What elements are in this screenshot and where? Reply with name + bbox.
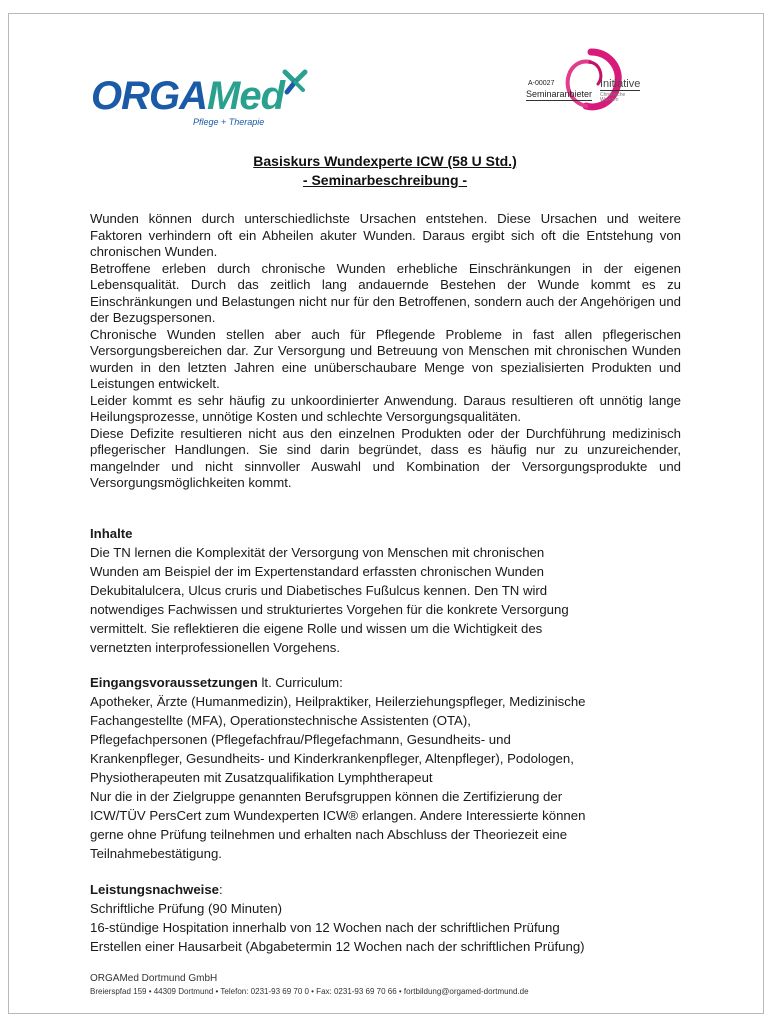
section-line: Physiotherapeuten mit Zusatzqualifikation Lymphtherapeut bbox=[90, 770, 433, 785]
section-heading-suffix: : bbox=[218, 882, 223, 897]
section-line: Fachangestellte (MFA), Operationstechnische Assistenten (OTA), bbox=[90, 713, 471, 728]
section-line: Die TN lernen die Komplexität der Versorgung von Menschen mit chronischen bbox=[90, 545, 545, 560]
section-heading-row bbox=[90, 673, 690, 692]
section-line: vernetzten interprofessionellen Vorgehens. bbox=[90, 640, 340, 655]
intro-paragraph: Wunden können durch unterschiedlichste Ursachen entstehen. Diese Ursachen und weitere Faktoren verhindern oft ein Abheilen akuter Wunden. Daraus ergibt sich oft die Entstehung von chronischen Wunden. bbox=[90, 211, 681, 259]
logo-cross-icon bbox=[279, 68, 311, 98]
section-line: vermittelt. Sie reflektieren die eigene Rolle und wissen um die Wichtigkeit des bbox=[90, 621, 543, 636]
badge-code: A-00027 bbox=[528, 80, 555, 87]
icw-seminar-badge bbox=[520, 46, 670, 116]
badge-label: Seminaranbieter bbox=[526, 89, 593, 99]
document-title: Basiskurs Wundexperte ICW (58 U Std.) bbox=[253, 153, 517, 169]
section-line: Pflegefachpersonen (Pflegefachfrau/Pflegefachmann, Gesundheits- und bbox=[90, 732, 511, 747]
logo-orga-text: ORGA bbox=[91, 74, 207, 118]
section-line: Krankenpfleger, Gesundheits- und Kinderkrankenpfleger, Altenpfleger), Podologen, bbox=[90, 751, 574, 766]
section-line: gerne ohne Prüfung teilnehmen und erhalten nach Abschluss der Theoriezeit eine bbox=[90, 827, 568, 842]
footer-address: Breierspfad 159 • 44309 Dortmund • Telefon: 0231-93 69 70 0 • Fax: 0231-93 69 70 66 • fortbildung@orgamed-dortmund.de bbox=[90, 987, 529, 996]
section-line: Wunden am Beispiel der im Expertenstandard erfassten chronischen Wunden bbox=[90, 564, 545, 579]
intro-paragraph: Betroffene erleben durch chronische Wunden erhebliche Einschränkungen in der eigenen Lebensqualität. Durch das zeitlich lang andauernde Bestehen der Wunde kommt es zu Einschränkungen und Belastungen nicht nur für den Betroffenen, sondern auch der Angehörigen und der Bezugspersonen. bbox=[90, 260, 681, 325]
badge-initiative: Initiative bbox=[600, 78, 641, 90]
section-line: 16-stündige Hospitation innerhalb von 12 Wochen nach der schriftlichen Prüfung bbox=[90, 920, 560, 935]
section-line: Nur die in der Zielgruppe genannten Berufsgruppen können die Zertifizierung der bbox=[90, 789, 563, 804]
page-footer bbox=[90, 973, 529, 996]
logo-tagline: Pflege + Therapie bbox=[193, 117, 265, 127]
section-heading: Inhalte bbox=[90, 526, 133, 541]
section-line: Schriftliche Prüfung (90 Minuten) bbox=[90, 901, 283, 916]
section-line: Teilnahmebestätigung. bbox=[90, 846, 222, 861]
intro-text bbox=[90, 211, 681, 492]
section-line: Dekubitalulcera, Ulcus cruris und Diabetisches Fußulcus kennen. Den TN wird bbox=[90, 583, 548, 598]
section-heading: Leistungsnachweise bbox=[90, 882, 219, 897]
badge-subtext: Chronische Wunden bbox=[600, 92, 626, 103]
section-line: Apotheker, Ärzte (Humanmedizin), Heilpraktiker, Heilerziehungspfleger, Medizinische bbox=[90, 694, 586, 709]
section-heading-row bbox=[90, 880, 690, 899]
footer-company: ORGAMed Dortmund GmbH bbox=[90, 973, 218, 984]
section-line: ICW/TÜV PersCert zum Wundexperten ICW® erlangen. Andere Interessierte können bbox=[90, 808, 586, 823]
section-voraussetzungen bbox=[90, 673, 690, 863]
section-heading-suffix: lt. Curriculum: bbox=[257, 675, 343, 690]
intro-paragraph: Diese Defizite resultieren nicht aus den einzelnen Produkten oder der Durchführung medizinisch pflegerischer Handlungen. Sie sind darin begründet, dass es häufig nur zu unzureichender, mangelnder und nicht sinnvoller Auswahl und Kombination der Versorgungsprodukte und Versorgungsmöglichkeiten kommt. bbox=[90, 425, 681, 490]
intro-paragraph: Leider kommt es sehr häufig zu unkoordinierter Anwendung. Daraus resultieren oft unnötig lange Heilungsprozesse, unnötige Kosten und schlechte Versorgungsqualitäten. bbox=[90, 392, 681, 424]
logo-med-text: Med bbox=[207, 74, 284, 118]
section-inhalte bbox=[90, 524, 690, 657]
intro-paragraph: Chronische Wunden stellen aber auch für Pflegende Probleme in fast allen pflegerischen Versorgungsbereichen dar. Zur Versorgung und Betreuung von Menschen mit chronischen Wunden wurden in den letzten Jahren eine unüberschaubare Menge von spezialisierten Produkten und Leistungen entwickelt. bbox=[90, 326, 681, 391]
section-line: notwendiges Fachwissen und strukturiertes Vorgehen für die konkrete Versorgung bbox=[90, 602, 569, 617]
document-subtitle: - Seminarbeschreibung - bbox=[302, 172, 468, 188]
section-leistungsnachweise bbox=[90, 880, 690, 956]
section-heading: Eingangsvoraussetzungen bbox=[90, 675, 258, 690]
section-line: Erstellen einer Hausarbeit (Abgabetermin 12 Wochen nach der schriftlichen Prüfung) bbox=[90, 939, 585, 954]
orgamed-logo bbox=[91, 68, 311, 132]
